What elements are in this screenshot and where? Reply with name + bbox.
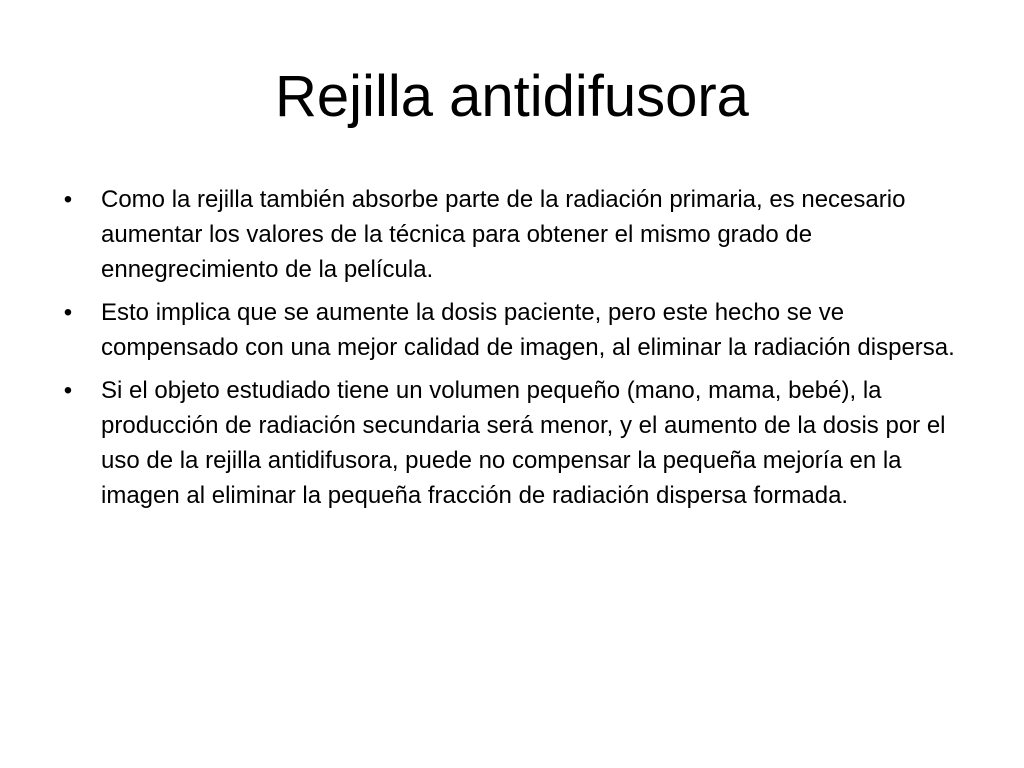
bullet-item [58, 182, 968, 287]
bullet-text: Esto implica que se aumente la dosis paciente, pero este hecho se ve compensado con una mejor calidad de imagen, al eliminar la radiación dispersa. [101, 299, 955, 361]
bullet-text: Si el objeto estudiado tiene un volumen pequeño (mano, mama, bebé), la producción de radiación secundaria será menor, y el aumento de la dosis por el uso de la rejilla antidifusora, puede no compensar la pequeña mejoría en la imagen al eliminar la pequeña fracción de radiación dispersa formada. [101, 377, 946, 509]
bullet-text: Como la rejilla también absorbe parte de la radiación primaria, es necesario aumentar los valores de la técnica para obtener el mismo grado de ennegrecimiento de la película. [101, 186, 906, 283]
bullet-icon: • [63, 299, 73, 326]
bullet-item [58, 295, 968, 365]
slide-title: Rejilla antidifusora [275, 64, 749, 129]
bullet-item [58, 373, 968, 513]
bullet-list [58, 182, 968, 521]
bullet-icon: • [63, 186, 73, 213]
bullet-icon: • [63, 377, 73, 404]
